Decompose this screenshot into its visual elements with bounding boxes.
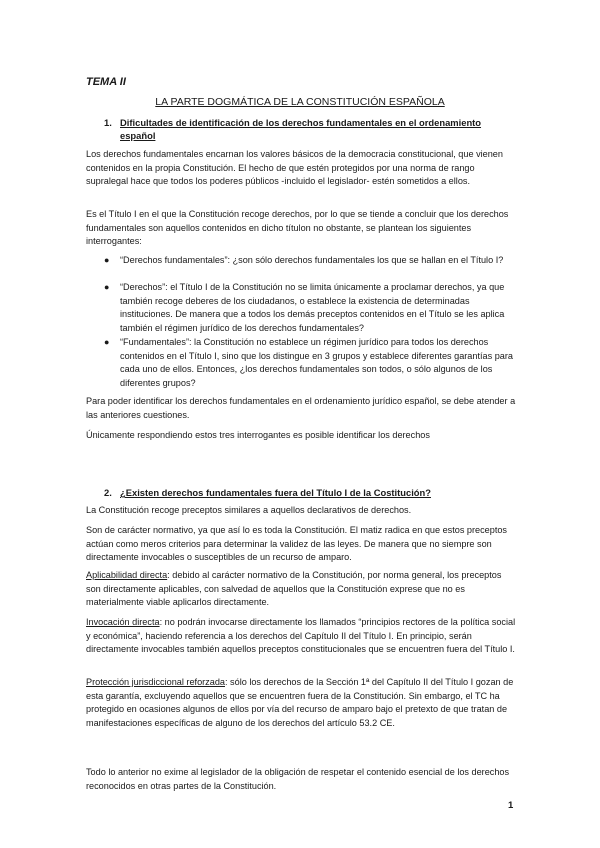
term-label: Aplicabilidad directa (86, 570, 168, 580)
section-2-number: 2. (104, 487, 112, 498)
section-2-title: ¿Existen derechos fundamentales fuera del Título I de la Costitución? (120, 487, 431, 498)
list-item: “Fundamentales”: la Constitución no establece un régimen jurídico para todos los derechos contenidos en el Título I, sino que los distingue en 3 grupos y establece diferentes garantías para cada uno de ellos. Entonces, ¿los derechos fundamentales son todos, o sólo algunos de los diferentes grupos? (120, 337, 513, 388)
bullet-icon: ● (104, 337, 110, 347)
paragraph: Son de carácter normativo, ya que así lo es toda la Constitución. El matiz radica en que estos preceptos actúan como meros criterios para determinar la validez de las leyes. De manera que no siempre son directamente invocables o susceptibles de un recurso de amparo. (86, 525, 507, 563)
paragraph: Únicamente respondiendo estos tres interrogantes es posible identificar los derechos (86, 430, 430, 440)
bullet-icon: ● (104, 255, 110, 265)
paragraph: La Constitución recoge preceptos similares a aquellos declarativos de derechos. (86, 505, 412, 515)
paragraph: Todo lo anterior no exime al legislador de la obligación de respetar el contenido esencial de los derechos reconocidos en otras partes de la Constitución. (86, 767, 510, 791)
paragraph (86, 569, 516, 610)
section-1-number: 1. (104, 117, 112, 128)
term-text: : sólo los derechos de la Sección 1ª del Capítulo II del Título I gozan de esta garantía, excluyendo aquellos que se encuentren fuera de la Constitución. Sin embargo, el TC ha protegido en ocasiones algunos de ellos por vía del recurso de amparo bajo el pretexto de que tratan de manifestaciones específicas de alguno de los derechos del artículo 53.2 CE. (86, 677, 514, 728)
list-item: “Derechos”: el Título I de la Constitución no se limita únicamente a proclamar derechos, ya que también recoge deberes de los ciudadanos, o establece la existencia de determinadas instituciones. De manera que a todos los demás preceptos contenidos en el Título se les aplica también el régimen jurídico de los derechos fundamentales? (120, 282, 505, 333)
page-number: 1 (508, 800, 514, 811)
chapter-label: TEMA II (86, 76, 126, 88)
document-title: LA PARTE DOGMÁTICA DE LA CONSTITUCIÓN ESPAÑOLA (155, 96, 445, 108)
list-item: “Derechos fundamentales”: ¿son sólo derechos fundamentales los que se hallan en el Título I? (120, 255, 504, 265)
term-label: Invocación directa (86, 617, 160, 627)
paragraph (86, 676, 516, 730)
paragraph: Los derechos fundamentales encarnan los valores básicos de la democracia constitucional, que vienen contenidos en la propia Constitución. El hecho de que estén protegidos por una norma de rango supralegal hace que todos los poderes públicos -incluido el legislador- estén sometidos a ellos. (86, 149, 503, 187)
term-text: : debido al carácter normativo de la Constitución, por norma general, los preceptos son directamente aplicables, con salvedad de aquellos que la Constitución exprese que no es materialmente viable aplicarlos directamente. (86, 570, 502, 608)
paragraph: Es el Título I en el que la Constitución recoge derechos, por lo que se tiende a concluir que los derechos fundamentales son aquellos contenidos en dicho títulon no obstante, se plantean los siguientes interrogantes: (86, 209, 509, 247)
section-1-title: Dificultades de identificación de los derechos fundamentales en el ordenamiento español (120, 117, 482, 141)
paragraph: Para poder identificar los derechos fundamentales en el ordenamiento jurídico español, se debe atender a las anteriores cuestiones. (86, 396, 516, 420)
paragraph (86, 616, 516, 657)
term-text: : no podrán invocarse directamente los llamados “principios rectores de la política social y económica”, haciendo referencia a los derechos del Capítulo II del Título I. En principio, serán directamente invocables también aquellos preceptos constitucionales que se encuentren fuera del Título I. (86, 617, 516, 655)
term-label: Protección jurisdiccional reforzada (86, 677, 225, 687)
bullet-icon: ● (104, 282, 110, 292)
